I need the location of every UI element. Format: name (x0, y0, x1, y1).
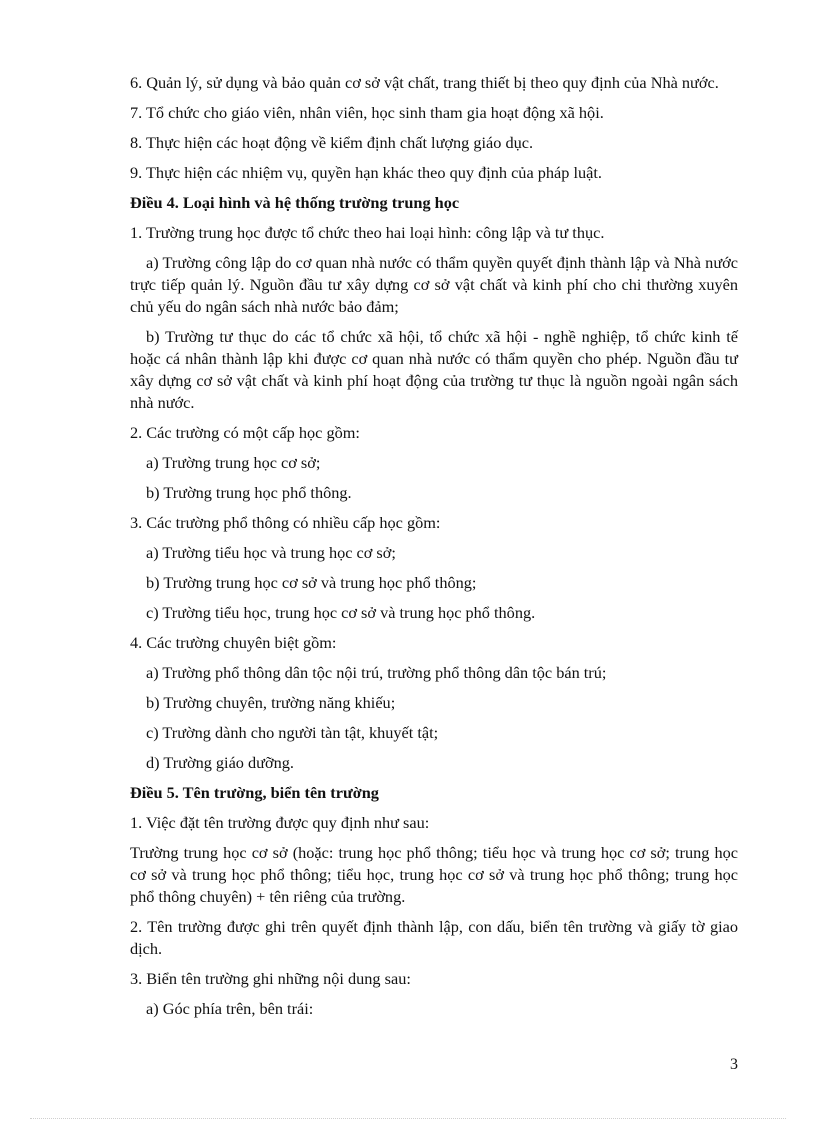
dieu4-clause-2: 2. Các trường có một cấp học gồm: (130, 423, 360, 442)
paragraph-item-6: 6. Quản lý, sử dụng và bảo quản cơ sở vật chất, trang thiết bị theo quy định của Nhà nước. (130, 73, 719, 92)
section-heading-dieu-5: Điều 5. Tên trường, biển tên trường (130, 783, 379, 802)
page-number: 3 (730, 1056, 738, 1073)
dieu5-clause-3: 3. Biển tên trường ghi những nội dung sau: (130, 969, 411, 988)
paragraph-item-7: 7. Tổ chức cho giáo viên, nhân viên, học sinh tham gia hoạt động xã hội. (130, 103, 604, 122)
dieu5-clause-1-text: Trường trung học cơ sở (hoặc: trung học phổ thông; tiểu học và trung học cơ sở; trung học cơ sở và trung học phổ thông; tiểu học, trung học cơ sở và trung học phổ thông; trung học phổ thông chuyên) + tên riêng của trường. (130, 843, 738, 906)
dieu4-clause-4b: b) Trường chuyên, trường năng khiếu; (146, 693, 396, 712)
paragraph-item-9: 9. Thực hiện các nhiệm vụ, quyền hạn khác theo quy định của pháp luật. (130, 163, 602, 182)
page-body (130, 72, 738, 1028)
dieu4-clause-3: 3. Các trường phổ thông có nhiều cấp học gồm: (130, 513, 441, 532)
dieu4-clause-2a: a) Trường trung học cơ sở; (146, 453, 321, 472)
dieu4-clause-3b: b) Trường trung học cơ sở và trung học phổ thông; (146, 573, 477, 592)
dieu4-clause-3a: a) Trường tiểu học và trung học cơ sở; (146, 543, 396, 562)
dieu4-clause-1a: a) Trường công lập do cơ quan nhà nước có thẩm quyền quyết định thành lập và Nhà nước trực tiếp quản lý. Nguồn đầu tư xây dựng cơ sở vật chất và kinh phí cho chi thường xuyên chủ yếu do ngân sách nhà nước bảo đảm; (130, 253, 738, 316)
section-heading-dieu-4: Điều 4. Loại hình và hệ thống trường trung học (130, 193, 460, 212)
dieu4-clause-4a: a) Trường phổ thông dân tộc nội trú, trường phổ thông dân tộc bán trú; (146, 663, 607, 682)
dieu4-clause-1b: b) Trường tư thục do các tổ chức xã hội, tổ chức xã hội - nghề nghiệp, tổ chức kinh tế hoặc cá nhân thành lập khi được cơ quan nhà nước có thẩm quyền cho phép. Nguồn đầu tư xây dựng cơ sở vật chất và kinh phí hoạt động của trường tư thục là nguồn ngoài ngân sách nhà nước. (130, 327, 738, 412)
dieu5-clause-1: 1. Việc đặt tên trường được quy định như sau: (130, 813, 430, 832)
page-bottom-divider (30, 1118, 786, 1119)
dieu4-clause-4d: d) Trường giáo dưỡng. (146, 753, 294, 772)
dieu4-clause-4c: c) Trường dành cho người tàn tật, khuyết tật; (146, 723, 439, 742)
dieu4-clause-3c: c) Trường tiểu học, trung học cơ sở và trung học phổ thông. (146, 603, 536, 622)
dieu5-clause-2: 2. Tên trường được ghi trên quyết định thành lập, con dấu, biển tên trường và giấy tờ giao dịch. (130, 917, 738, 958)
dieu4-clause-2b: b) Trường trung học phổ thông. (146, 483, 352, 502)
paragraph-item-8: 8. Thực hiện các hoạt động về kiểm định chất lượng giáo dục. (130, 133, 534, 152)
dieu4-clause-4: 4. Các trường chuyên biệt gồm: (130, 633, 337, 652)
dieu4-clause-1: 1. Trường trung học được tổ chức theo hai loại hình: công lập và tư thục. (130, 223, 605, 242)
dieu5-clause-3a: a) Góc phía trên, bên trái: (146, 999, 314, 1018)
